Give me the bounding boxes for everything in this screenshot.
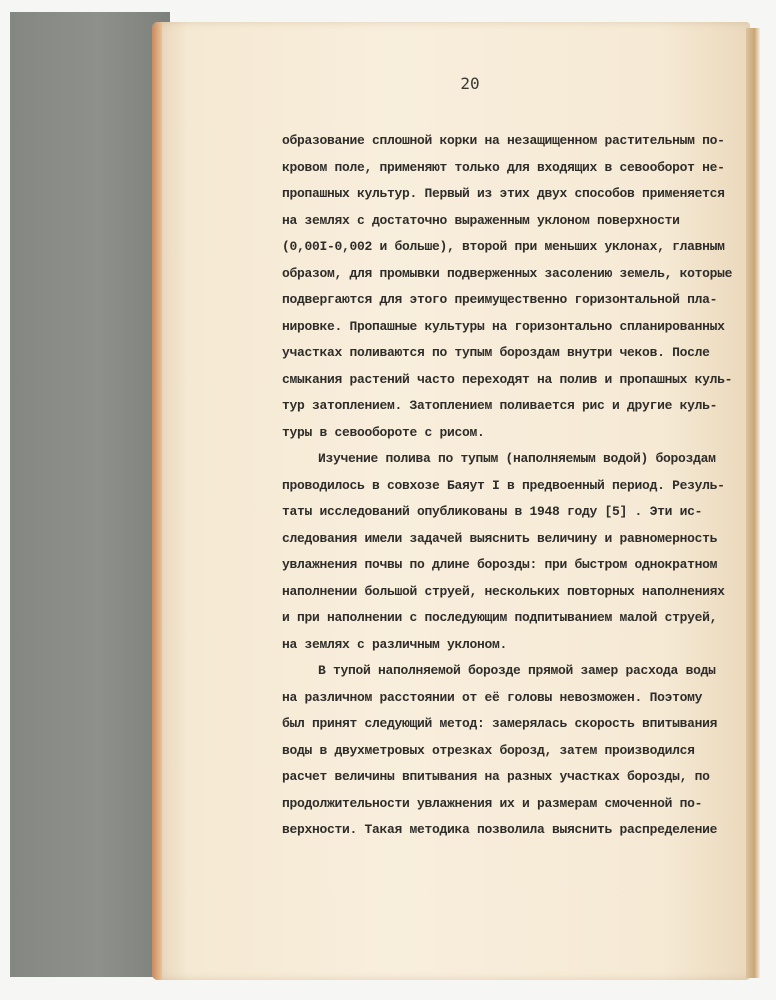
text-line: подвергаются для этого преимущественно горизонтальной пла- [282, 292, 718, 307]
text-line: В тупой наполняемой борозде прямой замер расхода воды [318, 663, 716, 678]
text-line: продолжительности увлажнения их и размерам смоченной по- [282, 795, 703, 811]
text-line: пропашных культур. Первый из этих двух способов применяется [282, 186, 725, 201]
text-line: таты исследований опубликованы в 1948 году [5] . Эти ис- [282, 504, 703, 519]
text-line: увлажнения почвы по длине борозды: при быстром однократном [282, 557, 718, 572]
text-line: следования имели задачей выяснить величину и равномерность [282, 530, 718, 546]
text-line: на различном расстоянии от её головы невозможен. Поэтому [282, 689, 703, 705]
text-line: воды в двухметровых отрезках борозд, затем производился [282, 742, 695, 758]
text-line: верхности. Такая методика позволила выяснить распределение [282, 822, 718, 837]
text-line: образом, для промывки подверженных засолению земель, которые [282, 265, 733, 281]
text-line: и при наполнении с последующим подпитыванием малой струей, [282, 610, 718, 625]
text-line: проводилось в совхозе Баяут I в предвоенный период. Резуль- [282, 477, 725, 493]
text-line: кровом поле, применяют только для входящих в севооборот не- [282, 159, 725, 175]
text-line: участках поливаются по тупым бороздам внутри чеков. После [282, 345, 710, 360]
text-line: туры в севообороте с рисом. [282, 424, 485, 440]
paper-right-edge [746, 28, 760, 978]
text-line: Изучение полива по тупым (наполняемым водой) бороздам [318, 451, 716, 466]
text-line: смыкания растений часто переходят на полив и пропашных куль- [282, 371, 733, 387]
text-line: был принят следующий метод: замерялась скорость впитывания [282, 716, 718, 731]
text-line: на землях с различным уклоном. [282, 636, 508, 652]
text-line: нировке. Пропашные культуры на горизонтально спланированных [282, 318, 725, 334]
text-line: тур затоплением. Затоплением поливается рис и другие куль- [282, 398, 718, 413]
text-line: (0,00I-0,002 и больше), второй при меньших уклонах, главным [282, 239, 725, 254]
text-line: образование сплошной корки на незащищенном растительным по- [282, 133, 725, 148]
text-line: на землях с достаточно выраженным уклоном поверхности [282, 212, 680, 228]
body-text [282, 128, 742, 844]
paper-left-edge [152, 22, 162, 980]
page-number: 20 [460, 74, 480, 93]
text-line: расчет величины впитывания на разных участках борозды, по [282, 769, 710, 784]
scanner-background [10, 12, 170, 977]
text-line: наполнении большой струей, нескольких повторных наполнениях [282, 583, 725, 599]
